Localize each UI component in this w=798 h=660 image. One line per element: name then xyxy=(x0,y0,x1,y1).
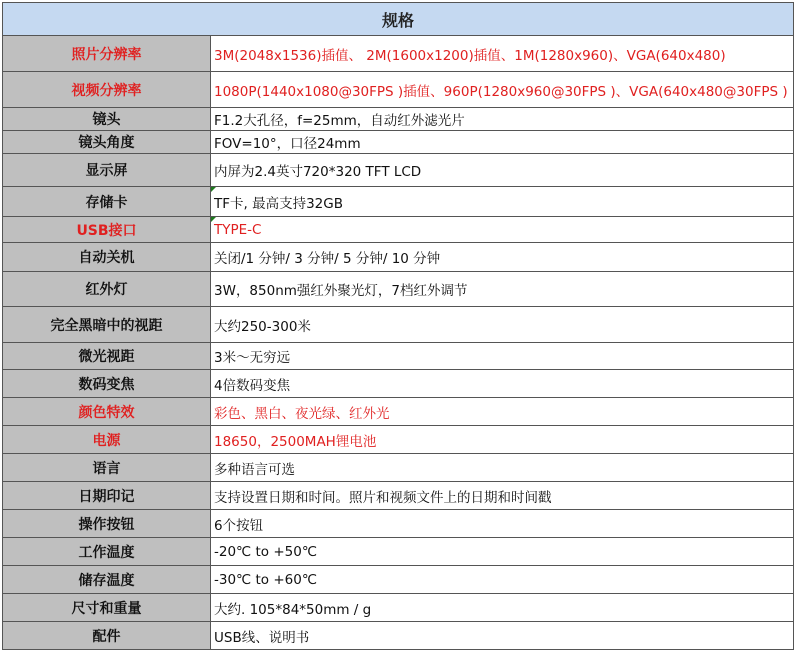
spec-value: 1080P(1440x1080@30FPS )插值、960P(1280x960@30FPS )、VGA(640x480@30FPS ) xyxy=(214,83,788,100)
spec-value: 支持设置日期和时间。照片和视频文件上的日期和时间戳 xyxy=(214,489,552,506)
spec-value: 4倍数码变焦 xyxy=(214,377,291,394)
spec-label: 镜头 xyxy=(3,108,211,130)
table-row xyxy=(3,217,793,243)
table-row xyxy=(3,510,793,538)
table-row xyxy=(3,154,793,187)
spec-label: 配件 xyxy=(3,622,211,649)
table-row xyxy=(3,538,793,566)
spec-label: 存储卡 xyxy=(3,187,211,216)
table-row xyxy=(3,307,793,343)
spec-label: 红外灯 xyxy=(3,272,211,306)
spec-value: USB线、说明书 xyxy=(214,629,310,646)
spec-label: 显示屏 xyxy=(3,154,211,186)
spec-value: TF卡, 最高支持32GB xyxy=(211,187,793,216)
table-row xyxy=(3,398,793,426)
table-row xyxy=(3,131,793,154)
table-row xyxy=(3,243,793,272)
spec-rows xyxy=(3,36,793,649)
spec-value: 多种语言可选 xyxy=(214,461,295,478)
spec-label: 工作温度 xyxy=(3,538,211,565)
table-row xyxy=(3,72,793,108)
spec-label: 颜色特效 xyxy=(3,398,211,425)
spec-value: 3M(2048x1536)插值、 2M(1600x1200)插值、1M(1280x960)、VGA(640x480) xyxy=(214,47,726,64)
spec-label: 储存温度 xyxy=(3,566,211,593)
table-title: 规格 xyxy=(3,3,793,36)
spec-value: 内屏为2.4英寸720*320 TFT LCD xyxy=(214,164,422,180)
table-row xyxy=(3,454,793,482)
table-row xyxy=(3,566,793,594)
spec-value: FOV=10°，口径24mm xyxy=(214,136,361,152)
spec-value: -30℃ to +60℃ xyxy=(214,571,317,588)
spec-label: 操作按钮 xyxy=(3,510,211,537)
table-row xyxy=(3,187,793,217)
spec-value: -20℃ to +50℃ xyxy=(214,543,317,560)
spec-value: 18650，2500MAH锂电池 xyxy=(214,433,377,450)
table-row xyxy=(3,343,793,370)
table-row xyxy=(3,272,793,307)
spec-label: 视频分辨率 xyxy=(3,72,211,107)
spec-label: 自动关机 xyxy=(3,243,211,271)
table-row xyxy=(3,36,793,72)
table-row xyxy=(3,370,793,398)
spec-table xyxy=(2,2,794,650)
spec-value: 3米～无穷远 xyxy=(214,350,291,366)
spec-label: 尺寸和重量 xyxy=(3,594,211,621)
spec-label: USB接口 xyxy=(3,217,211,242)
spec-value: 大约. 105*84*50mm / g xyxy=(214,601,372,618)
spec-label: 数码变焦 xyxy=(3,370,211,397)
spec-label: 语言 xyxy=(3,454,211,481)
spec-value: 彩色、黑白、夜光绿、红外光 xyxy=(214,405,390,422)
spec-value: F1.2大孔径，f=25mm，自动红外滤光片 xyxy=(214,113,465,129)
spec-label: 日期印记 xyxy=(3,482,211,509)
table-row xyxy=(3,594,793,622)
spec-value: 6个按钮 xyxy=(214,517,264,534)
spec-value: TYPE-C xyxy=(211,217,793,242)
spec-label: 镜头角度 xyxy=(3,131,211,153)
table-row xyxy=(3,108,793,131)
table-row xyxy=(3,622,793,649)
spec-label: 电源 xyxy=(3,426,211,453)
spec-value: 大约250-300米 xyxy=(214,318,311,335)
table-row xyxy=(3,482,793,510)
spec-label: 微光视距 xyxy=(3,343,211,369)
spec-value: 3W，850nm强红外聚光灯，7档红外调节 xyxy=(214,283,468,299)
table-row xyxy=(3,426,793,454)
spec-label: 完全黑暗中的视距 xyxy=(3,307,211,342)
spec-value: 关闭/1 分钟/ 3 分钟/ 5 分钟/ 10 分钟 xyxy=(214,251,441,267)
spec-label: 照片分辨率 xyxy=(3,36,211,71)
